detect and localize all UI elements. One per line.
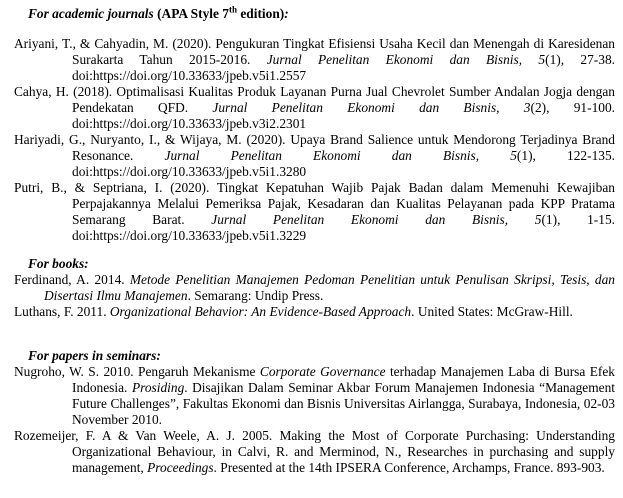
section-books [14,256,615,320]
reference-entry-hariyadi-2020: Hariyadi, G., Nuryanto, I., & Wijaya, M. (2020). Upaya Brand Salience untuk Mendorong Terjadinya Brand Resonance. Jurnal Penelitan Ekonomi dan Bisnis, 5(1), 122-135. doi:https://doi.org/10.33633/jpeb.v5i1.3280 [14,132,615,179]
section-heading-academic-journals: For academic journals (APA Style 7th edition): [28,4,289,21]
reference-entry-rozemeijer-2005: Rozemeijer, F. A & Van Weele, A. J. 2005. Making the Most of Corporate Purchasing: Understanding Organizational Behaviour, in Calvi, R. and Merminod, N., Researches in purchasing and supply management, Proceedings. Presented at the 14th IPSERA Conference, Archamps, France. 893-903. [14,428,615,475]
section-heading-papers-in-seminars: For papers in seminars: [28,348,161,363]
section-heading-books: For books: [28,256,89,271]
section-papers-in-seminars [14,348,615,476]
reference-entry-luthans-2011: Luthans, F. 2011. Organizational Behavior: An Evidence-Based Approach. United States: McGraw-Hill. [14,304,573,319]
reference-entry-ferdinand-2014: Ferdinand, A. 2014. Metode Penelitian Manajemen Pedoman Penelitian untuk Penulisan Skripsi, Tesis, dan Disertasi Ilmu Manajemen. Semarang: Undip Press. [14,272,615,303]
section-academic-journals [14,6,615,244]
reference-entry-ariyani-2020: Ariyani, T., & Cahyadin, M. (2020). Pengukuran Tingkat Efisiensi Usaha Kecil dan Menengah di Karesidenan Surakarta Tahun 2015-2016. Jurnal Penelitan Ekonomi dan Bisnis, 5(1), 27-38. doi:https://doi.org/10.33633/jpeb.v5i1.2557 [14,36,615,83]
reference-entry-cahya-2018: Cahya, H. (2018). Optimalisasi Kualitas Produk Layanan Purna Jual Chevrolet Sumber Andalan Jogja dengan Pendekatan QFD. Jurnal Penelitan Ekonomi dan Bisnis, 3(2), 91-100. doi:https://doi.org/10.33633/jpeb.v3i2.2301 [14,84,616,131]
reference-entry-putri-2020: Putri, B., & Septriana, I. (2020). Tingkat Kepatuhan Wajib Pajak Badan dalam Memenuhi Kewajiban Perpajakannya Melalui Pemeriksa Pajak, Kesadaran dan Kualitas Pelayanan pada KPP Pratama Semarang Barat. Jurnal Penelitan Ekonomi dan Bisnis, 5(1), 1-15. doi:https://doi.org/10.33633/jpeb.v5i1.3229 [14,180,615,243]
reference-entry-nugroho-2010: Nugroho, W. S. 2010. Pengaruh Mekanisme Corporate Governance terhadap Manajemen Laba di Bursa Efek Indonesia. Prosiding. Disajikan Dalam Seminar Akbar Forum Manajemen Indonesia “Management Future Challenges”, Fakultas Ekonomi dan Bisnis Universitas Airlangga, Surabaya, Indonesia, 02-03 November 2010. [14,364,615,427]
